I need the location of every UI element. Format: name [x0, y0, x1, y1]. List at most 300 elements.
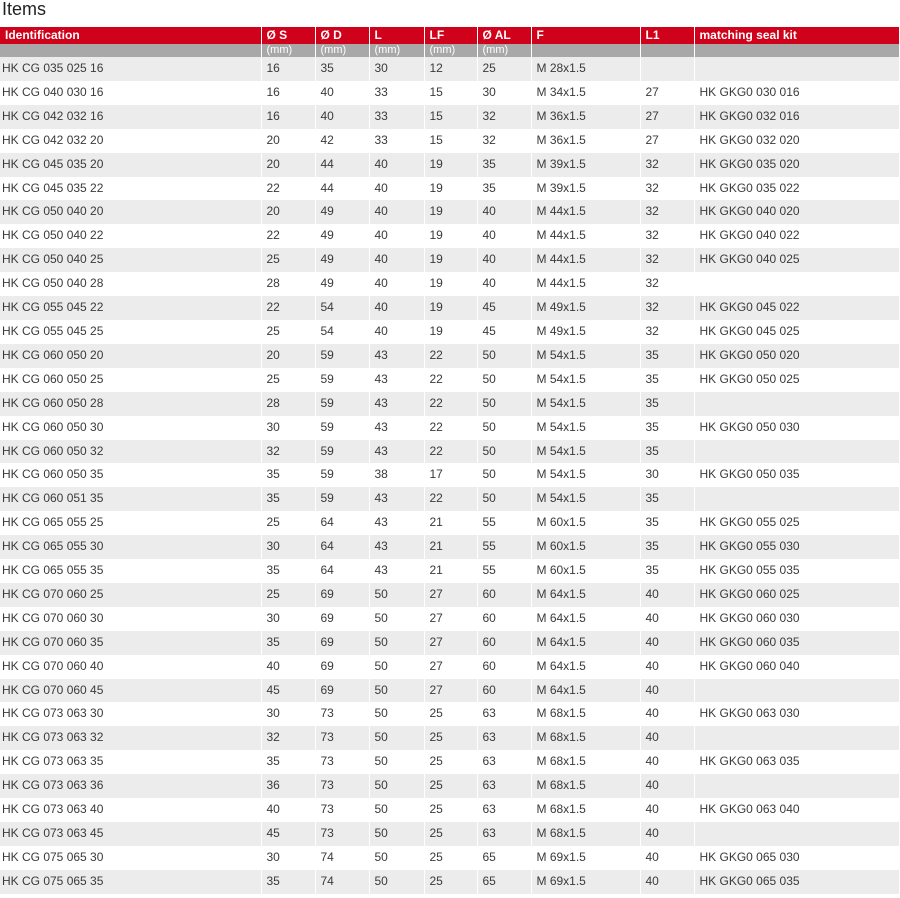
cell-l: 43 [369, 511, 424, 535]
cell-os: 28 [261, 392, 315, 416]
cell-f: M 64x1.5 [531, 583, 640, 607]
cell-od: 54 [315, 296, 369, 320]
cell-identification: HK CG 073 063 32 [0, 726, 261, 750]
cell-l1: 30 [640, 463, 694, 487]
cell-lf: 27 [424, 655, 477, 679]
cell-identification: HK CG 060 050 30 [0, 416, 261, 440]
table-row[interactable] [0, 487, 899, 511]
cell-od: 69 [315, 607, 369, 631]
cell-l: 40 [369, 177, 424, 201]
cell-oal: 63 [477, 702, 531, 726]
cell-oal: 60 [477, 631, 531, 655]
cell-f: M 36x1.5 [531, 105, 640, 129]
table-row[interactable] [0, 416, 899, 440]
cell-lf: 19 [424, 200, 477, 224]
cell-identification: HK CG 050 040 28 [0, 272, 261, 296]
cell-l: 50 [369, 655, 424, 679]
cell-l: 43 [369, 344, 424, 368]
table-row[interactable] [0, 750, 899, 774]
cell-seal-kit [694, 57, 899, 81]
cell-os: 22 [261, 177, 315, 201]
cell-oal: 50 [477, 368, 531, 392]
cell-os: 35 [261, 463, 315, 487]
cell-os: 45 [261, 822, 315, 846]
table-row[interactable] [0, 870, 899, 894]
cell-l1: 32 [640, 224, 694, 248]
cell-l: 40 [369, 320, 424, 344]
cell-os: 35 [261, 750, 315, 774]
cell-f: M 28x1.5 [531, 57, 640, 81]
cell-od: 73 [315, 774, 369, 798]
cell-f: M 36x1.5 [531, 129, 640, 153]
cell-oal: 50 [477, 392, 531, 416]
cell-l1: 35 [640, 535, 694, 559]
cell-lf: 25 [424, 870, 477, 894]
cell-f: M 54x1.5 [531, 416, 640, 440]
table-row[interactable] [0, 200, 899, 224]
table-row[interactable] [0, 296, 899, 320]
cell-l: 33 [369, 129, 424, 153]
cell-lf: 19 [424, 296, 477, 320]
col-header-l[interactable]: L [369, 27, 424, 44]
cell-oal: 65 [477, 870, 531, 894]
cell-l1: 32 [640, 153, 694, 177]
cell-l1: 32 [640, 248, 694, 272]
cell-oal: 50 [477, 487, 531, 511]
cell-l: 43 [369, 368, 424, 392]
items-table [0, 27, 900, 894]
cell-l: 50 [369, 774, 424, 798]
cell-l: 50 [369, 870, 424, 894]
cell-l: 33 [369, 105, 424, 129]
cell-l: 40 [369, 248, 424, 272]
table-row[interactable] [0, 607, 899, 631]
cell-os: 35 [261, 559, 315, 583]
cell-lf: 15 [424, 105, 477, 129]
cell-f: M 54x1.5 [531, 344, 640, 368]
cell-identification: HK CG 065 055 35 [0, 559, 261, 583]
cell-os: 32 [261, 726, 315, 750]
cell-identification: HK CG 070 060 30 [0, 607, 261, 631]
cell-od: 69 [315, 679, 369, 703]
cell-oal: 50 [477, 416, 531, 440]
cell-od: 42 [315, 129, 369, 153]
cell-seal-kit [694, 726, 899, 750]
cell-seal-kit: HK GKG0 045 022 [694, 296, 899, 320]
cell-lf: 25 [424, 774, 477, 798]
cell-l1: 40 [640, 774, 694, 798]
cell-od: 73 [315, 822, 369, 846]
cell-seal-kit: HK GKG0 040 025 [694, 248, 899, 272]
cell-f: M 68x1.5 [531, 798, 640, 822]
table-row[interactable] [0, 440, 899, 464]
cell-lf: 22 [424, 368, 477, 392]
cell-identification: HK CG 055 045 25 [0, 320, 261, 344]
cell-seal-kit: HK GKG0 032 016 [694, 105, 899, 129]
cell-oal: 50 [477, 440, 531, 464]
cell-identification: HK CG 070 060 35 [0, 631, 261, 655]
cell-oal: 40 [477, 200, 531, 224]
unit-label: (mm) [315, 44, 369, 57]
cell-os: 30 [261, 416, 315, 440]
cell-l1: 40 [640, 846, 694, 870]
cell-f: M 39x1.5 [531, 177, 640, 201]
col-header-identification[interactable]: Identification [0, 27, 261, 44]
cell-identification: HK CG 065 055 25 [0, 511, 261, 535]
cell-lf: 21 [424, 511, 477, 535]
cell-seal-kit: HK GKG0 060 040 [694, 655, 899, 679]
cell-seal-kit: HK GKG0 063 030 [694, 702, 899, 726]
cell-os: 35 [261, 870, 315, 894]
cell-l1: 40 [640, 607, 694, 631]
cell-f: M 49x1.5 [531, 320, 640, 344]
cell-f: M 64x1.5 [531, 607, 640, 631]
table-row[interactable] [0, 177, 899, 201]
cell-l: 50 [369, 798, 424, 822]
cell-os: 32 [261, 440, 315, 464]
cell-l: 50 [369, 583, 424, 607]
cell-lf: 15 [424, 81, 477, 105]
table-row[interactable] [0, 774, 899, 798]
cell-f: M 54x1.5 [531, 392, 640, 416]
cell-f: M 60x1.5 [531, 559, 640, 583]
cell-l1: 35 [640, 487, 694, 511]
cell-seal-kit [694, 487, 899, 511]
cell-seal-kit: HK GKG0 035 022 [694, 177, 899, 201]
cell-os: 30 [261, 846, 315, 870]
cell-od: 59 [315, 344, 369, 368]
unit-label: (mm) [261, 44, 315, 57]
cell-l: 40 [369, 153, 424, 177]
cell-l1: 40 [640, 822, 694, 846]
cell-od: 49 [315, 200, 369, 224]
cell-lf: 27 [424, 631, 477, 655]
cell-oal: 35 [477, 153, 531, 177]
cell-l1: 35 [640, 416, 694, 440]
cell-seal-kit: HK GKG0 032 020 [694, 129, 899, 153]
cell-seal-kit: HK GKG0 045 025 [694, 320, 899, 344]
cell-oal: 63 [477, 774, 531, 798]
cell-oal: 60 [477, 655, 531, 679]
table-row[interactable] [0, 559, 899, 583]
cell-f: M 68x1.5 [531, 822, 640, 846]
cell-os: 16 [261, 57, 315, 81]
cell-l1: 35 [640, 559, 694, 583]
col-header-lf[interactable]: LF [424, 27, 477, 44]
cell-l1: 40 [640, 679, 694, 703]
cell-lf: 25 [424, 702, 477, 726]
table-row[interactable] [0, 57, 899, 81]
col-header-seal-kit[interactable]: matching seal kit [694, 27, 899, 44]
cell-os: 20 [261, 344, 315, 368]
cell-seal-kit [694, 822, 899, 846]
cell-identification: HK CG 060 050 20 [0, 344, 261, 368]
cell-l1: 35 [640, 440, 694, 464]
cell-identification: HK CG 060 050 35 [0, 463, 261, 487]
cell-l1: 40 [640, 798, 694, 822]
cell-lf: 22 [424, 344, 477, 368]
table-row[interactable] [0, 463, 899, 487]
unit-label [0, 44, 261, 57]
col-header-f[interactable]: F [531, 27, 640, 44]
cell-identification: HK CG 070 060 40 [0, 655, 261, 679]
cell-os: 30 [261, 607, 315, 631]
cell-os: 28 [261, 272, 315, 296]
unit-label [694, 44, 899, 57]
col-header-os[interactable]: Ø S [261, 27, 315, 44]
cell-os: 25 [261, 583, 315, 607]
table-row[interactable] [0, 344, 899, 368]
cell-lf: 22 [424, 440, 477, 464]
cell-seal-kit: HK GKG0 065 035 [694, 870, 899, 894]
cell-l: 38 [369, 463, 424, 487]
table-row[interactable] [0, 726, 899, 750]
cell-identification: HK CG 042 032 16 [0, 105, 261, 129]
cell-f: M 34x1.5 [531, 81, 640, 105]
unit-label [531, 44, 640, 57]
cell-lf: 17 [424, 463, 477, 487]
cell-l: 50 [369, 702, 424, 726]
table-row[interactable] [0, 679, 899, 703]
unit-label: (mm) [369, 44, 424, 57]
cell-seal-kit: HK GKG0 060 035 [694, 631, 899, 655]
cell-seal-kit: HK GKG0 060 030 [694, 607, 899, 631]
cell-l1: 40 [640, 750, 694, 774]
cell-seal-kit: HK GKG0 050 035 [694, 463, 899, 487]
cell-os: 16 [261, 81, 315, 105]
cell-od: 49 [315, 224, 369, 248]
cell-oal: 32 [477, 129, 531, 153]
cell-l: 50 [369, 679, 424, 703]
table-row[interactable] [0, 631, 899, 655]
cell-identification: HK CG 075 065 35 [0, 870, 261, 894]
cell-os: 36 [261, 774, 315, 798]
cell-identification: HK CG 073 063 45 [0, 822, 261, 846]
cell-oal: 40 [477, 224, 531, 248]
cell-oal: 63 [477, 822, 531, 846]
cell-lf: 25 [424, 750, 477, 774]
cell-l: 40 [369, 200, 424, 224]
cell-seal-kit: HK GKG0 035 020 [694, 153, 899, 177]
cell-seal-kit: HK GKG0 050 020 [694, 344, 899, 368]
cell-od: 49 [315, 248, 369, 272]
cell-od: 59 [315, 463, 369, 487]
cell-os: 35 [261, 631, 315, 655]
cell-l: 40 [369, 224, 424, 248]
col-header-od[interactable]: Ø D [315, 27, 369, 44]
cell-f: M 54x1.5 [531, 463, 640, 487]
cell-f: M 68x1.5 [531, 726, 640, 750]
cell-identification: HK CG 073 063 40 [0, 798, 261, 822]
cell-seal-kit: HK GKG0 063 035 [694, 750, 899, 774]
cell-l1: 40 [640, 702, 694, 726]
cell-l: 43 [369, 487, 424, 511]
cell-l: 50 [369, 607, 424, 631]
cell-identification: HK CG 040 030 16 [0, 81, 261, 105]
cell-identification: HK CG 042 032 20 [0, 129, 261, 153]
cell-identification: HK CG 050 040 22 [0, 224, 261, 248]
cell-seal-kit [694, 679, 899, 703]
cell-identification: HK CG 060 050 28 [0, 392, 261, 416]
cell-od: 59 [315, 392, 369, 416]
cell-oal: 25 [477, 57, 531, 81]
cell-od: 74 [315, 870, 369, 894]
cell-oal: 40 [477, 248, 531, 272]
table-row[interactable] [0, 320, 899, 344]
cell-seal-kit: HK GKG0 030 016 [694, 81, 899, 105]
cell-os: 20 [261, 200, 315, 224]
cell-oal: 60 [477, 679, 531, 703]
cell-oal: 63 [477, 726, 531, 750]
cell-oal: 30 [477, 81, 531, 105]
cell-identification: HK CG 045 035 22 [0, 177, 261, 201]
unit-row [0, 44, 899, 57]
cell-l: 50 [369, 822, 424, 846]
cell-od: 35 [315, 57, 369, 81]
cell-os: 40 [261, 798, 315, 822]
cell-identification: HK CG 035 025 16 [0, 57, 261, 81]
table-row[interactable] [0, 248, 899, 272]
table-header [0, 27, 899, 57]
cell-seal-kit: HK GKG0 040 020 [694, 200, 899, 224]
table-row[interactable] [0, 129, 899, 153]
cell-seal-kit: HK GKG0 055 035 [694, 559, 899, 583]
table-row[interactable] [0, 105, 899, 129]
cell-lf: 22 [424, 416, 477, 440]
cell-od: 69 [315, 631, 369, 655]
unit-label: (mm) [424, 44, 477, 57]
cell-seal-kit: HK GKG0 063 040 [694, 798, 899, 822]
cell-seal-kit [694, 272, 899, 296]
cell-od: 44 [315, 177, 369, 201]
cell-oal: 55 [477, 535, 531, 559]
cell-os: 40 [261, 655, 315, 679]
cell-l1: 32 [640, 200, 694, 224]
cell-l: 50 [369, 750, 424, 774]
cell-lf: 22 [424, 392, 477, 416]
cell-l1: 35 [640, 392, 694, 416]
cell-identification: HK CG 050 040 20 [0, 200, 261, 224]
cell-l: 50 [369, 726, 424, 750]
table-row[interactable] [0, 655, 899, 679]
cell-od: 44 [315, 153, 369, 177]
cell-f: M 69x1.5 [531, 870, 640, 894]
cell-oal: 35 [477, 177, 531, 201]
cell-od: 59 [315, 368, 369, 392]
cell-l1: 40 [640, 726, 694, 750]
cell-od: 40 [315, 105, 369, 129]
cell-oal: 45 [477, 320, 531, 344]
table-row[interactable] [0, 224, 899, 248]
cell-lf: 25 [424, 846, 477, 870]
cell-l1: 32 [640, 296, 694, 320]
cell-f: M 44x1.5 [531, 272, 640, 296]
cell-os: 30 [261, 702, 315, 726]
cell-os: 22 [261, 296, 315, 320]
cell-os: 25 [261, 511, 315, 535]
cell-l1: 35 [640, 511, 694, 535]
col-header-l1[interactable]: L1 [640, 27, 694, 44]
cell-seal-kit [694, 440, 899, 464]
cell-od: 73 [315, 750, 369, 774]
cell-identification: HK CG 075 065 30 [0, 846, 261, 870]
cell-f: M 60x1.5 [531, 511, 640, 535]
cell-od: 64 [315, 511, 369, 535]
cell-os: 25 [261, 320, 315, 344]
cell-oal: 55 [477, 511, 531, 535]
cell-identification: HK CG 060 051 35 [0, 487, 261, 511]
cell-l1: 32 [640, 177, 694, 201]
cell-f: M 39x1.5 [531, 153, 640, 177]
cell-l1: 40 [640, 631, 694, 655]
table-row[interactable] [0, 368, 899, 392]
cell-lf: 27 [424, 583, 477, 607]
cell-od: 54 [315, 320, 369, 344]
cell-f: M 69x1.5 [531, 846, 640, 870]
col-header-oal[interactable]: Ø AL [477, 27, 531, 44]
cell-lf: 25 [424, 726, 477, 750]
cell-od: 64 [315, 535, 369, 559]
cell-f: M 44x1.5 [531, 224, 640, 248]
table-row[interactable] [0, 583, 899, 607]
cell-lf: 21 [424, 559, 477, 583]
cell-os: 25 [261, 248, 315, 272]
cell-lf: 19 [424, 248, 477, 272]
page-title: Items [2, 0, 47, 19]
unit-label [640, 44, 694, 57]
cell-lf: 19 [424, 177, 477, 201]
cell-f: M 54x1.5 [531, 368, 640, 392]
unit-label: (mm) [477, 44, 531, 57]
table-row[interactable] [0, 511, 899, 535]
cell-seal-kit: HK GKG0 050 025 [694, 368, 899, 392]
table-row[interactable] [0, 702, 899, 726]
cell-seal-kit: HK GKG0 040 022 [694, 224, 899, 248]
table-row[interactable] [0, 846, 899, 870]
cell-l: 50 [369, 631, 424, 655]
cell-l1: 32 [640, 320, 694, 344]
cell-f: M 44x1.5 [531, 248, 640, 272]
table-row[interactable] [0, 392, 899, 416]
table-row[interactable] [0, 272, 899, 296]
cell-l: 30 [369, 57, 424, 81]
cell-od: 73 [315, 798, 369, 822]
cell-seal-kit: HK GKG0 055 030 [694, 535, 899, 559]
cell-oal: 63 [477, 750, 531, 774]
cell-oal: 32 [477, 105, 531, 129]
cell-oal: 50 [477, 344, 531, 368]
cell-f: M 64x1.5 [531, 631, 640, 655]
cell-os: 22 [261, 224, 315, 248]
table-row[interactable] [0, 81, 899, 105]
cell-l1: 40 [640, 655, 694, 679]
cell-lf: 25 [424, 798, 477, 822]
cell-l1: 32 [640, 272, 694, 296]
table-row[interactable] [0, 798, 899, 822]
cell-oal: 60 [477, 607, 531, 631]
cell-f: M 64x1.5 [531, 679, 640, 703]
cell-l1: 35 [640, 344, 694, 368]
table-row[interactable] [0, 153, 899, 177]
table-row[interactable] [0, 822, 899, 846]
cell-lf: 19 [424, 224, 477, 248]
cell-lf: 21 [424, 535, 477, 559]
cell-os: 20 [261, 129, 315, 153]
cell-seal-kit [694, 392, 899, 416]
cell-l: 43 [369, 559, 424, 583]
table-row[interactable] [0, 535, 899, 559]
cell-identification: HK CG 070 060 25 [0, 583, 261, 607]
